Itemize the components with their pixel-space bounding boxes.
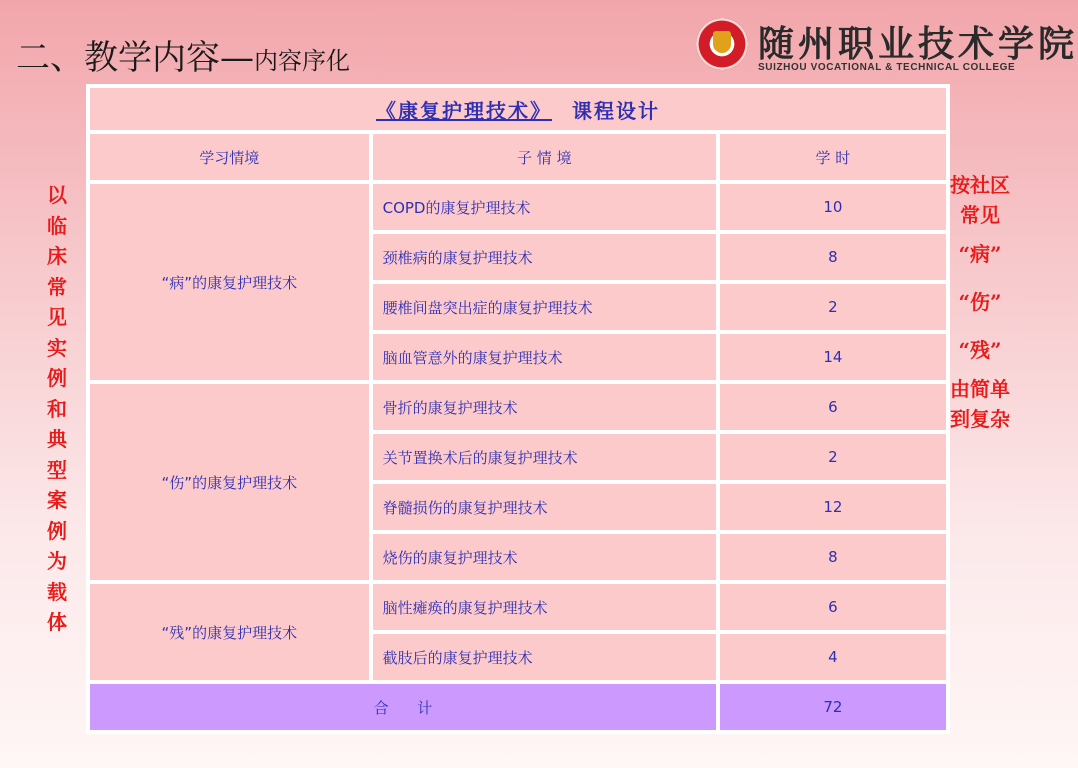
slide-title-main: 二、教学内容—: [16, 38, 254, 78]
hours-cell: 10: [720, 184, 946, 230]
header-learning-context: 学习情境: [90, 134, 369, 180]
slide-title-sub: 内容序化: [254, 47, 350, 75]
sub-context-cell: 脑血管意外的康复护理技术: [373, 334, 716, 380]
hours-cell: 14: [720, 334, 946, 380]
hours-cell: 2: [720, 434, 946, 480]
hours-cell: 12: [720, 484, 946, 530]
logo-english-name: SUIZHOU VOCATIONAL & TECHNICAL COLLEGE: [758, 62, 1016, 73]
header-hours: 学 时: [720, 134, 946, 180]
left-annotation: [40, 180, 74, 638]
sub-context-cell: 截肢后的康复护理技术: [373, 634, 716, 680]
college-emblem-icon: [696, 18, 748, 70]
hours-cell: 2: [720, 284, 946, 330]
table-row: [90, 584, 946, 630]
table-header-row: [90, 134, 946, 180]
slide-title: [16, 30, 350, 79]
hours-cell: 4: [720, 634, 946, 680]
right-annotation-bottom: 由简单到复杂: [950, 377, 1010, 431]
table-row: [90, 384, 946, 430]
hours-cell: 8: [720, 534, 946, 580]
learning-context-cell: “伤”的康复护理技术: [90, 384, 369, 580]
right-annotation-can: “残”: [958, 338, 1002, 362]
right-annotation: [948, 170, 1012, 434]
logo-chinese-name: 随州职业技术学院: [758, 23, 1078, 65]
sub-context-cell: 颈椎病的康复护理技术: [373, 234, 716, 280]
table-row: [90, 184, 946, 230]
sub-context-cell: 脊髓损伤的康复护理技术: [373, 484, 716, 530]
table-title-row: [90, 88, 946, 130]
sub-context-cell: 骨折的康复护理技术: [373, 384, 716, 430]
right-annotation-top: 按社区常见: [950, 173, 1010, 227]
college-logo: [692, 16, 1078, 80]
book-title: 《康复护理技术》: [376, 98, 552, 123]
header-sub-context: 子 情 境: [373, 134, 716, 180]
sub-context-cell: 烧伤的康复护理技术: [373, 534, 716, 580]
sub-context-cell: 腰椎间盘突出症的康复护理技术: [373, 284, 716, 330]
learning-context-cell: “病”的康复护理技术: [90, 184, 369, 380]
learning-context-cell: “残”的康复护理技术: [90, 584, 369, 680]
sub-context-cell: COPD的康复护理技术: [373, 184, 716, 230]
hours-cell: 6: [720, 384, 946, 430]
course-design-table: [86, 84, 950, 734]
left-annotation-text: 以临床常见实例和典型案例为载体: [47, 183, 67, 634]
hours-cell: 8: [720, 234, 946, 280]
right-annotation-shang: “伤”: [958, 290, 1002, 314]
course-design-label: 课程设计: [572, 98, 660, 123]
sub-context-cell: 关节置换术后的康复护理技术: [373, 434, 716, 480]
total-value: 72: [720, 684, 946, 730]
sub-context-cell: 脑性瘫痪的康复护理技术: [373, 584, 716, 630]
total-row: [90, 684, 946, 730]
hours-cell: 6: [720, 584, 946, 630]
right-annotation-bing: “病”: [958, 242, 1002, 266]
table-title: [90, 88, 946, 130]
total-label: 合 计: [90, 684, 716, 730]
